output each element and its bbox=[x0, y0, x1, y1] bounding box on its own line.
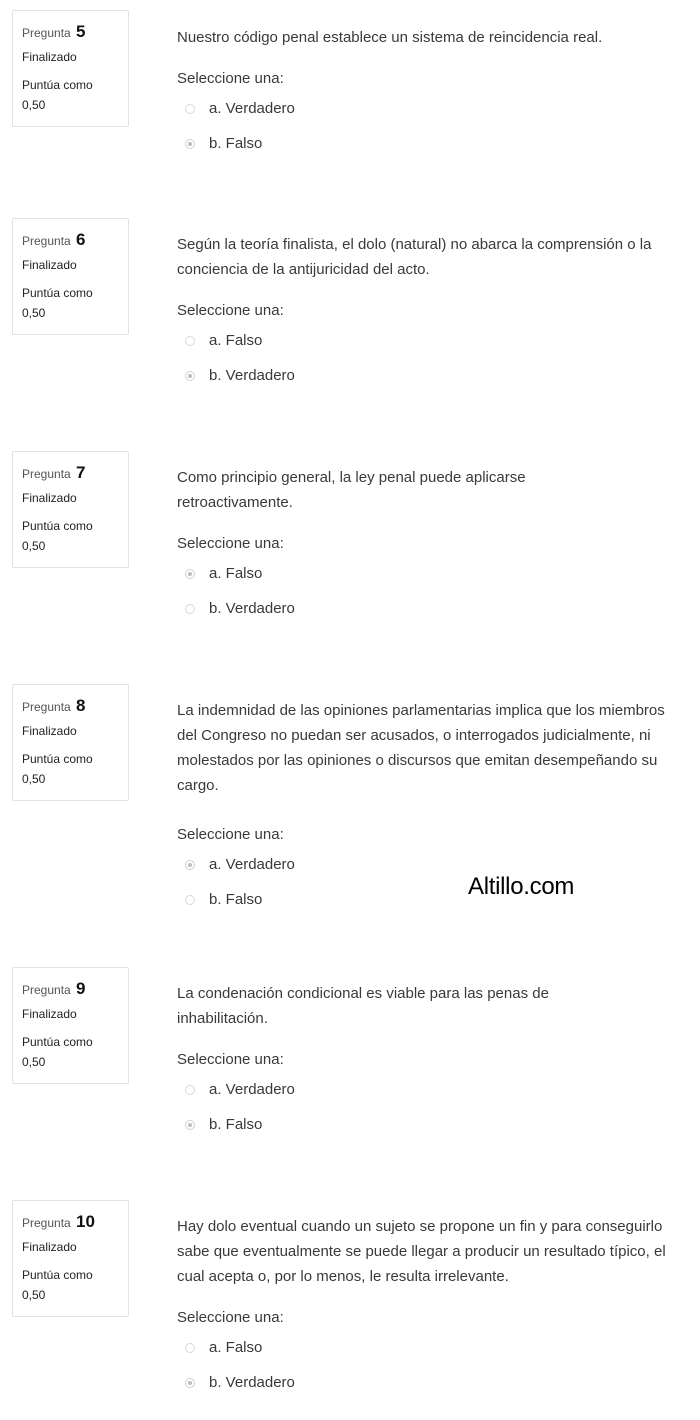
option-label: a. Verdadero bbox=[209, 1081, 295, 1098]
answer-prompt: Seleccione una: bbox=[177, 302, 284, 319]
option-label: a. Falso bbox=[209, 1339, 263, 1356]
question-number bbox=[22, 231, 120, 250]
question-number-value: 9 bbox=[76, 979, 86, 998]
question-state: Finalizado bbox=[22, 258, 77, 272]
option-label: b. Verdadero bbox=[209, 1374, 295, 1391]
question-label: Pregunta bbox=[22, 983, 71, 997]
question-info bbox=[12, 218, 129, 335]
radio-button-checked[interactable] bbox=[185, 860, 195, 870]
question-content bbox=[177, 25, 692, 164]
question-content bbox=[177, 465, 692, 629]
option-label: b. Falso bbox=[209, 135, 263, 152]
question-number-value: 8 bbox=[76, 696, 86, 715]
question-text: Nuestro código penal establece un sistema de reincidencia real. bbox=[177, 29, 603, 46]
question-info bbox=[12, 967, 129, 1084]
question-content bbox=[177, 981, 692, 1145]
answer-prompt: Seleccione una: bbox=[177, 1309, 284, 1326]
answer-options bbox=[177, 559, 692, 629]
question-number bbox=[22, 1213, 120, 1232]
answer-option-b[interactable] bbox=[177, 594, 692, 629]
option-label: b. Verdadero bbox=[209, 367, 295, 384]
answer-option-b[interactable] bbox=[177, 129, 692, 164]
answer-option-a[interactable] bbox=[177, 850, 692, 885]
question-content bbox=[177, 698, 692, 920]
grade-value: 0,50 bbox=[22, 1288, 46, 1302]
answer-option-b[interactable] bbox=[177, 1368, 692, 1403]
grade-label: Puntúa como bbox=[22, 1268, 93, 1282]
answer-prompt: Seleccione una: bbox=[177, 70, 284, 87]
question-state: Finalizado bbox=[22, 724, 77, 738]
grade-value: 0,50 bbox=[22, 98, 46, 112]
question-text: Según la teoría finalista, el dolo (natural) no abarca la comprensión o la conciencia de la antijuricidad del acto. bbox=[177, 236, 652, 278]
option-label: a. Falso bbox=[209, 332, 263, 349]
question-label: Pregunta bbox=[22, 467, 71, 481]
grade-value: 0,50 bbox=[22, 1055, 46, 1069]
grade-label: Puntúa como bbox=[22, 286, 93, 300]
answer-option-a[interactable] bbox=[177, 1333, 692, 1368]
question-state: Finalizado bbox=[22, 1240, 77, 1254]
question-label: Pregunta bbox=[22, 700, 71, 714]
answer-option-b[interactable] bbox=[177, 361, 692, 396]
question-text: Como principio general, la ley penal puede aplicarse retroactivamente. bbox=[177, 469, 526, 511]
option-label: b. Falso bbox=[209, 1116, 263, 1133]
option-label: a. Verdadero bbox=[209, 856, 295, 873]
radio-button[interactable] bbox=[185, 1343, 195, 1353]
radio-button[interactable] bbox=[185, 604, 195, 614]
radio-button-checked[interactable] bbox=[185, 1378, 195, 1388]
question-grade bbox=[22, 516, 120, 556]
question-label: Pregunta bbox=[22, 234, 71, 248]
radio-button[interactable] bbox=[185, 1085, 195, 1095]
question-number-value: 7 bbox=[76, 463, 86, 482]
question-text: La indemnidad de las opiniones parlamentarias implica que los miembros del Congreso no puedan ser acusados, o interrogados judicialmente, ni molestados por las opiniones o discursos que emitan desempeñando su cargo. bbox=[177, 702, 665, 794]
answer-options bbox=[177, 1075, 692, 1145]
question-number bbox=[22, 23, 120, 42]
question-label: Pregunta bbox=[22, 26, 71, 40]
question-state: Finalizado bbox=[22, 1007, 77, 1021]
radio-button[interactable] bbox=[185, 895, 195, 905]
question-info bbox=[12, 684, 129, 801]
grade-value: 0,50 bbox=[22, 539, 46, 553]
answer-option-b[interactable] bbox=[177, 885, 692, 920]
answer-options bbox=[177, 850, 692, 920]
answer-option-a[interactable] bbox=[177, 559, 692, 594]
answer-option-a[interactable] bbox=[177, 1075, 692, 1110]
radio-button-checked[interactable] bbox=[185, 139, 195, 149]
question-state: Finalizado bbox=[22, 491, 77, 505]
radio-button-checked[interactable] bbox=[185, 569, 195, 579]
grade-value: 0,50 bbox=[22, 772, 46, 786]
question-number bbox=[22, 697, 120, 716]
grade-label: Puntúa como bbox=[22, 519, 93, 533]
answer-options bbox=[177, 1333, 692, 1403]
answer-prompt: Seleccione una: bbox=[177, 535, 284, 552]
question-number-value: 10 bbox=[76, 1212, 95, 1231]
question-info bbox=[12, 1200, 129, 1317]
question-content bbox=[177, 1214, 692, 1403]
question-info bbox=[12, 451, 129, 568]
radio-button-checked[interactable] bbox=[185, 371, 195, 381]
answer-option-a[interactable] bbox=[177, 94, 692, 129]
grade-label: Puntúa como bbox=[22, 78, 93, 92]
answer-options bbox=[177, 326, 692, 396]
question-grade bbox=[22, 749, 120, 789]
question-grade bbox=[22, 1032, 120, 1072]
question-grade bbox=[22, 1265, 120, 1305]
answer-option-a[interactable] bbox=[177, 326, 692, 361]
answer-options bbox=[177, 94, 692, 164]
watermark-text: Altillo.com bbox=[468, 873, 575, 900]
question-number-value: 5 bbox=[76, 22, 86, 41]
question-info bbox=[12, 10, 129, 127]
grade-value: 0,50 bbox=[22, 306, 46, 320]
question-text: Hay dolo eventual cuando un sujeto se propone un fin y para conseguirlo sabe que eventualmente se puede llegar a producir un resultado típico, el cual acepta o, por lo menos, le resulta irrelevante. bbox=[177, 1218, 666, 1285]
answer-prompt: Seleccione una: bbox=[177, 1051, 284, 1068]
question-content bbox=[177, 232, 692, 396]
question-number bbox=[22, 464, 120, 483]
radio-button-checked[interactable] bbox=[185, 1120, 195, 1130]
answer-prompt: Seleccione una: bbox=[177, 826, 284, 843]
question-number bbox=[22, 980, 120, 999]
question-grade bbox=[22, 75, 120, 115]
grade-label: Puntúa como bbox=[22, 752, 93, 766]
question-label: Pregunta bbox=[22, 1216, 71, 1230]
radio-button[interactable] bbox=[185, 336, 195, 346]
radio-button[interactable] bbox=[185, 104, 195, 114]
question-state: Finalizado bbox=[22, 50, 77, 64]
option-label: b. Verdadero bbox=[209, 600, 295, 617]
question-number-value: 6 bbox=[76, 230, 86, 249]
question-grade bbox=[22, 283, 120, 323]
question-text: La condenación condicional es viable para las penas de inhabilitación. bbox=[177, 985, 549, 1027]
option-label: a. Falso bbox=[209, 565, 263, 582]
option-label: a. Verdadero bbox=[209, 100, 295, 117]
option-label: b. Falso bbox=[209, 891, 263, 908]
grade-label: Puntúa como bbox=[22, 1035, 93, 1049]
answer-option-b[interactable] bbox=[177, 1110, 692, 1145]
